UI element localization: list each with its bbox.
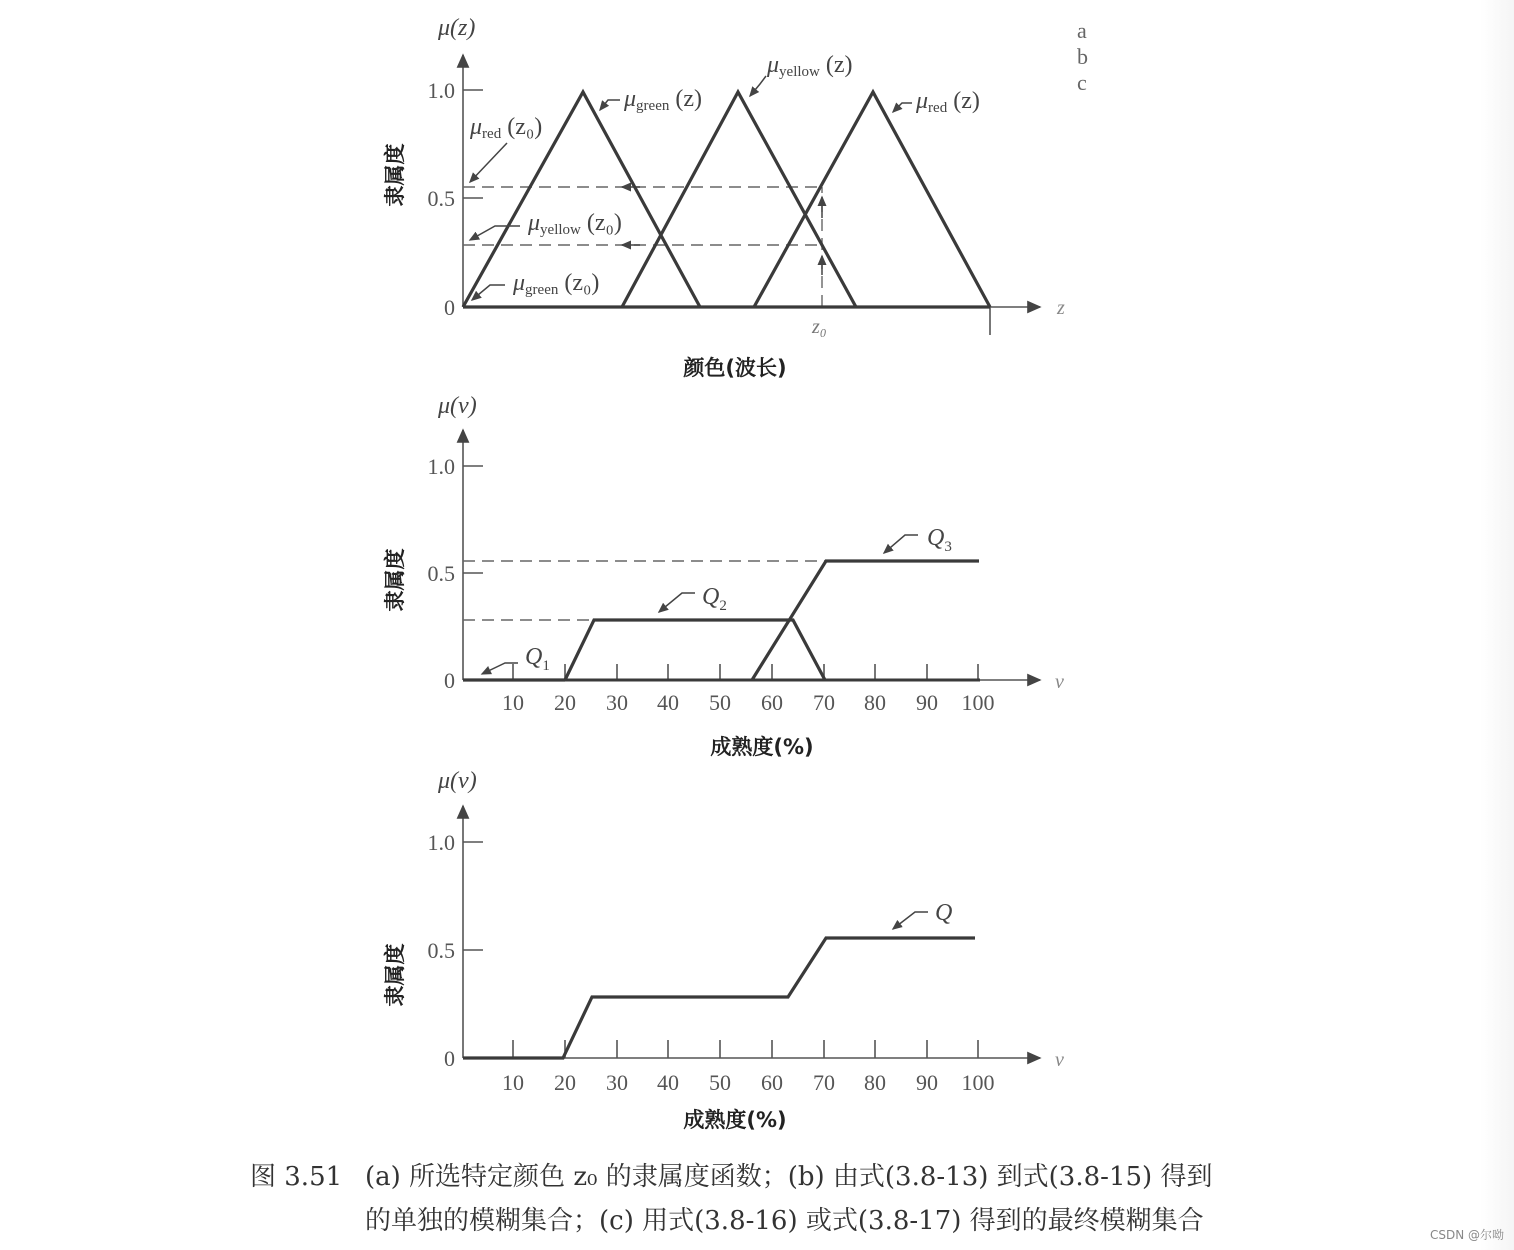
svg-text:80: 80 <box>864 1070 886 1095</box>
subfigure-labels <box>1077 18 1088 96</box>
chart-c-y-symbol: μ(v) <box>438 768 477 794</box>
chart-a-ytick-label-1: 1.0 <box>427 78 455 103</box>
chart-c-ytick-label-0: 0 <box>444 1046 455 1071</box>
chart-c-ylabel: 隶属度 <box>383 943 407 1007</box>
chart-a-annotation-green-z0: μgreen (z₀) <box>513 270 600 298</box>
svg-text:40: 40 <box>657 690 679 715</box>
svg-text:80: 80 <box>864 690 886 715</box>
figure-number: 图 3.51 <box>250 1162 343 1192</box>
chart-a-ytick-label-0: 0 <box>444 295 455 320</box>
svg-text:60: 60 <box>761 1070 783 1095</box>
chart-a-z0-label: z₀ <box>812 316 827 338</box>
chart-b-individual-fuzzy-sets <box>383 393 1064 759</box>
svg-text:10: 10 <box>502 690 524 715</box>
subfigure-label-a: a <box>1077 18 1087 43</box>
caption-line-1 <box>250 1155 1250 1199</box>
svg-text:30: 30 <box>606 690 628 715</box>
chart-b-ytick-label-0: 0 <box>444 668 455 693</box>
chart-a-series-yellow <box>622 92 856 307</box>
chart-b-label-q1: $Q_1$ <box>525 644 550 674</box>
chart-c-final-fuzzy-set <box>383 768 1064 1132</box>
svg-text:40: 40 <box>657 1070 679 1095</box>
chart-a-label-red: μred (z) <box>916 88 980 116</box>
chart-b-ytick-label-05: 0.5 <box>427 561 455 586</box>
svg-text:70: 70 <box>813 690 835 715</box>
svg-text:20: 20 <box>554 690 576 715</box>
chart-b-xtick-labels <box>502 690 995 715</box>
svg-text:50: 50 <box>709 1070 731 1095</box>
chart-c-xlabel: 成熟度(%) <box>683 1108 787 1132</box>
chart-a-y-symbol: μ(z) <box>438 15 476 41</box>
chart-c-x-symbol: v <box>1055 1049 1064 1071</box>
chart-a-ytick-label-05: 0.5 <box>427 186 455 211</box>
chart-a-membership-color <box>383 15 1065 380</box>
chart-b-label-q3: $Q_3$ <box>927 525 952 555</box>
chart-a-label-green: μgreen (z) <box>624 86 702 114</box>
chart-b-label-q2: $Q_2$ <box>702 584 727 614</box>
chart-b-series-q2 <box>565 620 825 680</box>
caption-line-2: 的单独的模糊集合；(c) 用式(3.8-16) 或式(3.8-17) 得到的最终模糊集合 <box>365 1206 1204 1236</box>
svg-text:20: 20 <box>554 1070 576 1095</box>
caption-text-1: (a) 所选特定颜色 z₀ 的隶属度函数；(b) 由式(3.8-13) 到式(3.8-15) 得到 <box>365 1162 1213 1192</box>
chart-b-ytick-label-1: 1.0 <box>427 454 455 479</box>
chart-c-ytick-label-05: 0.5 <box>427 938 455 963</box>
chart-a-annotation-yellow-z0: μyellow (z₀) <box>528 210 622 238</box>
chart-b-xlabel: 成熟度(%) <box>710 735 814 759</box>
chart-c-series-q <box>463 938 975 1058</box>
chart-a-label-yellow: μyellow (z) <box>767 52 853 80</box>
chart-a-series-red <box>754 92 990 307</box>
chart-b-xticks <box>513 664 978 680</box>
figure-caption <box>250 1155 1250 1243</box>
chart-b-x-symbol: v <box>1055 671 1064 693</box>
chart-b-y-symbol: μ(v) <box>438 393 477 419</box>
chart-c-xticks <box>513 1040 978 1058</box>
svg-text:50: 50 <box>709 690 731 715</box>
svg-text:100: 100 <box>961 1070 995 1095</box>
svg-text:90: 90 <box>916 1070 938 1095</box>
subfigure-label-b: b <box>1077 44 1088 69</box>
chart-a-x-symbol: z <box>1057 297 1065 319</box>
chart-c-ytick-label-1: 1.0 <box>427 830 455 855</box>
svg-text:30: 30 <box>606 1070 628 1095</box>
svg-text:70: 70 <box>813 1070 835 1095</box>
chart-b-ylabel: 隶属度 <box>383 548 407 612</box>
svg-text:90: 90 <box>916 690 938 715</box>
subfigure-label-c: c <box>1077 70 1087 95</box>
svg-text:100: 100 <box>961 690 995 715</box>
svg-text:60: 60 <box>761 690 783 715</box>
svg-text:10: 10 <box>502 1070 524 1095</box>
watermark: CSDN @尔呦 <box>1430 1228 1505 1242</box>
chart-c-label-q: Q <box>935 900 953 926</box>
chart-c-xtick-labels <box>502 1070 995 1095</box>
chart-a-xlabel: 颜色(波长) <box>683 356 787 380</box>
chart-a-annotation-red-z0: μred (z₀) <box>470 114 543 142</box>
chart-a-ylabel: 隶属度 <box>383 143 407 207</box>
